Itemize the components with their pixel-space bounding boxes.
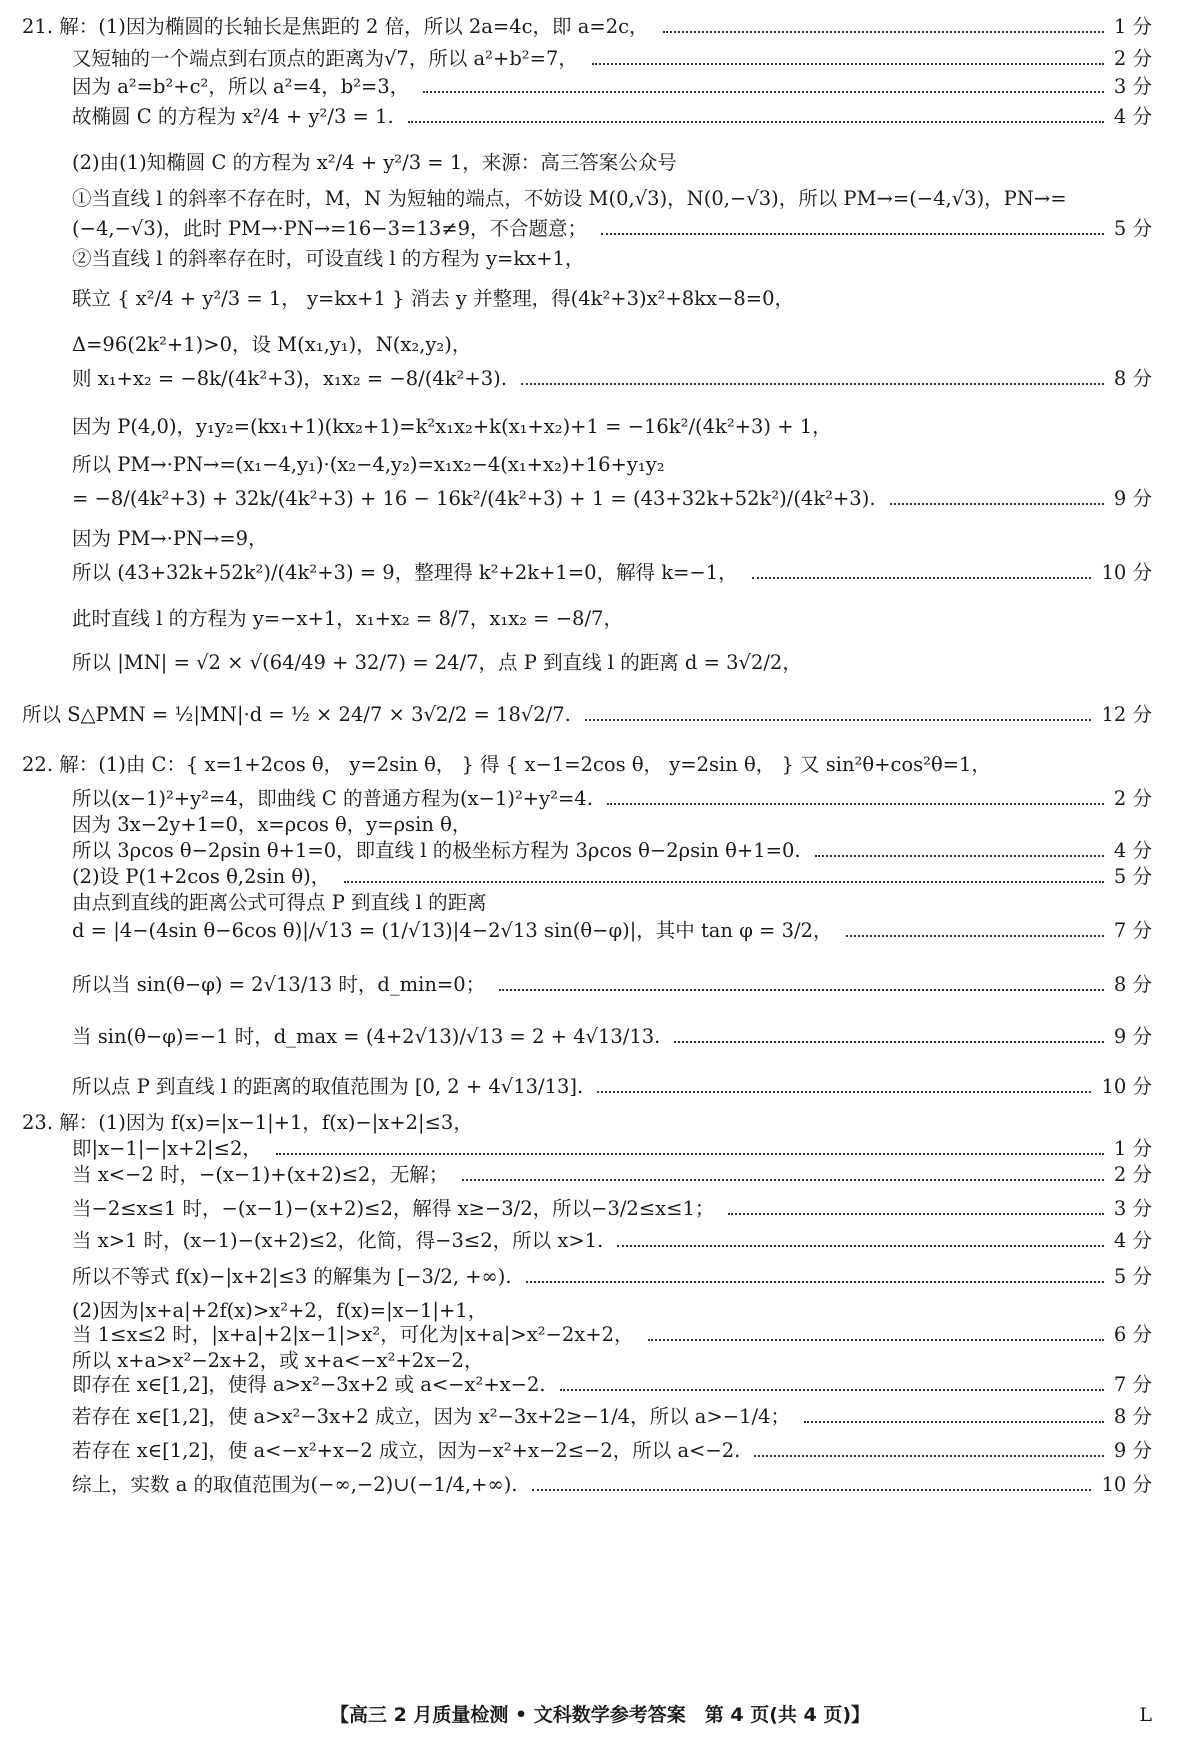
answer-line (0, 1194, 1200, 1224)
line-text: 所以 3ρcos θ−2ρsin θ+1=0，即直线 l 的极坐标方程为 3ρcos θ−2ρsin θ+1=0. (72, 839, 801, 862)
score-mark: 1 分 (1113, 1137, 1152, 1160)
line-text: d = |4−(4sin θ−6cos θ)|/√13 = (1/√13)|4−2√13 sin(θ−φ)|，其中 tan φ = 3/2， (72, 919, 833, 942)
line-text: 当−2≤x≤1 时，−(x−1)−(x+2)≤2，解得 x≥−3/2，所以−3/2≤x≤1； (72, 1197, 715, 1220)
line-text: 22. 解：(1)由 C：{ x=1+2cos θ， y=2sin θ， } 得 { x−1=2cos θ， y=2sin θ， } 又 sin²θ+cos²θ=1， (22, 753, 991, 776)
dot-leader (846, 935, 1104, 937)
answer-line (0, 750, 1200, 780)
dot-leader (585, 719, 1091, 721)
answer-line (0, 604, 1200, 634)
line-text: (−4,−√3)，此时 PM→·PN→=16−3=13≠9，不合题意； (72, 217, 587, 240)
dot-leader (754, 1455, 1104, 1457)
dot-leader (597, 1091, 1091, 1093)
line-text: 即|x−1|−|x+2|≤2， (72, 1137, 262, 1160)
line-text: 若存在 x∈[1,2]，使 a>x²−3x+2 成立，因为 x²−3x+2≥−1/4，所以 a>−1/4； (72, 1405, 790, 1428)
line-text: ①当直线 l 的斜率不存在时，M，N 为短轴的端点，不妨设 M(0,√3)，N(0,−√3)，所以 PM→=(−4,√3)，PN→= (72, 187, 1067, 210)
line-text: 所以点 P 到直线 l 的距离的取值范围为 [0, 2 + 4√13/13]. (72, 1075, 584, 1098)
answer-line (0, 1402, 1200, 1432)
line-text: 因为 3x−2y+1=0，x=ρcos θ，y=ρsin θ， (72, 813, 472, 836)
dot-leader (607, 803, 1104, 805)
score-mark: 7 分 (1113, 1373, 1152, 1396)
line-text: 所以 x+a>x²−2x+2，或 x+a<−x²+2x−2， (72, 1349, 484, 1372)
score-mark: 2 分 (1113, 787, 1152, 810)
dot-leader (728, 1213, 1104, 1215)
answer-line (0, 1262, 1200, 1292)
answer-line (0, 330, 1200, 360)
answer-line (0, 214, 1200, 244)
line-text: 所以不等式 f(x)−|x+2|≤3 的解集为 [−3/2, +∞). (72, 1265, 512, 1288)
answer-line (0, 12, 1200, 42)
line-text: ②当直线 l 的斜率存在时，可设直线 l 的方程为 y=kx+1， (72, 247, 585, 270)
line-text: 23. 解：(1)因为 f(x)=|x−1|+1，f(x)−|x+2|≤3， (22, 1111, 473, 1134)
line-text: Δ=96(2k²+1)>0，设 M(x₁,y₁)，N(x₂,y₂)， (72, 333, 472, 356)
line-text: 联立 { x²/4 + y²/3 = 1， y=kx+1 } 消去 y 并整理，得(4k²+3)x²+8kx−8=0， (72, 287, 794, 310)
answer-line (0, 72, 1200, 102)
answer-line (0, 700, 1200, 730)
score-mark: 7 分 (1113, 919, 1152, 942)
line-text: 当 x<−2 时，−(x−1)+(x+2)≤2，无解； (72, 1163, 449, 1186)
answer-line (0, 44, 1200, 74)
answer-line (0, 284, 1200, 314)
line-text: 综上，实数 a 的取值范围为(−∞,−2)∪(−1/4,+∞). (72, 1473, 518, 1496)
answer-line (0, 450, 1200, 480)
answer-line (0, 102, 1200, 132)
line-text: 当 sin(θ−φ)=−1 时，d_max = (4+2√13)/√13 = 2 + 4√13/13. (72, 1025, 661, 1048)
score-mark: 4 分 (1113, 839, 1152, 862)
score-mark: 6 分 (1113, 1323, 1152, 1346)
score-mark: 12 分 (1101, 703, 1152, 726)
dot-leader (648, 1339, 1104, 1341)
answer-line (0, 524, 1200, 554)
line-text: 又短轴的一个端点到右顶点的距离为√7，所以 a²+b²=7， (72, 47, 578, 70)
dot-leader (815, 855, 1104, 857)
line-text: 因为 P(4,0)，y₁y₂=(kx₁+1)(kx₂+1)=k²x₁x₂+k(x₁+x₂)+1 = −16k²/(4k²+3) + 1， (72, 415, 832, 438)
score-mark: 5 分 (1113, 1265, 1152, 1288)
line-text: 当 x>1 时，(x−1)−(x+2)≤2，化简，得−3≤2，所以 x>1. (72, 1229, 604, 1252)
line-text: 因为 a²=b²+c²，所以 a²=4，b²=3， (72, 75, 410, 98)
dot-leader (592, 63, 1104, 65)
answer-line (0, 648, 1200, 678)
dot-leader (276, 1153, 1104, 1155)
answer-line (0, 1436, 1200, 1466)
score-mark: 2 分 (1113, 1163, 1152, 1186)
dot-leader (617, 1245, 1104, 1247)
dot-leader (804, 1421, 1104, 1423)
dot-leader (560, 1389, 1104, 1391)
score-mark: 9 分 (1113, 1439, 1152, 1462)
answer-line (0, 148, 1200, 178)
score-mark: 10 分 (1101, 1075, 1152, 1098)
answer-line (0, 1160, 1200, 1190)
dot-leader (663, 31, 1104, 33)
answer-line (0, 916, 1200, 946)
score-mark: 2 分 (1113, 47, 1152, 70)
line-text: 因为 PM→·PN→=9， (72, 527, 268, 550)
line-text: 所以(x−1)²+y²=4，即曲线 C 的普通方程为(x−1)²+y²=4. (72, 787, 593, 810)
line-text: 所以 S△PMN = ½|MN|·d = ½ × 24/7 × 3√2/2 = 18√2/7. (22, 703, 571, 726)
score-mark: 9 分 (1113, 487, 1152, 510)
answer-line (0, 244, 1200, 274)
dot-leader (462, 1179, 1104, 1181)
score-mark: 8 分 (1113, 973, 1152, 996)
answer-line (0, 888, 1200, 918)
line-text: 故椭圆 C 的方程为 x²/4 + y²/3 = 1. (72, 105, 394, 128)
dot-leader (674, 1041, 1104, 1043)
answer-line (0, 412, 1200, 442)
corner-mark: L (1139, 1704, 1152, 1726)
dot-leader (344, 881, 1104, 883)
line-text: (2)由(1)知椭圆 C 的方程为 x²/4 + y²/3 = 1，来源：高三答案公众号 (72, 151, 677, 174)
line-text: 若存在 x∈[1,2]，使 a<−x²+x−2 成立，因为−x²+x−2≤−2，所以 a<−2. (72, 1439, 741, 1462)
score-mark: 1 分 (1113, 15, 1152, 38)
score-mark: 4 分 (1113, 105, 1152, 128)
answer-line (0, 484, 1200, 514)
page-footer: 【高三 2 月质量检测 • 文科数学参考答案 第 4 页(共 4 页)】 (329, 1704, 871, 1726)
dot-leader (601, 233, 1104, 235)
dot-leader (423, 91, 1104, 93)
line-text: 所以 |MN| = √2 × √(64/49 + 32/7) = 24/7，点 P 到直线 l 的距离 d = 3√2/2， (72, 651, 802, 674)
dot-leader (499, 989, 1104, 991)
line-text: 所以 (43+32k+52k²)/(4k²+3) = 9，整理得 k²+2k+1=0，解得 k=−1， (72, 561, 738, 584)
line-text: (2)因为|x+a|+2f(x)>x²+2，f(x)=|x−1|+1， (72, 1299, 488, 1322)
dot-leader (521, 383, 1104, 385)
line-text: 由点到直线的距离公式可得点 P 到直线 l 的距离 (72, 891, 487, 914)
line-text: 即存在 x∈[1,2]，使得 a>x²−3x+2 或 a<−x²+x−2. (72, 1373, 546, 1396)
dot-leader (526, 1281, 1104, 1283)
line-text: 21. 解：(1)因为椭圆的长轴长是焦距的 2 倍，所以 2a=4c，即 a=2c， (22, 15, 649, 38)
answer-line (0, 1470, 1200, 1500)
score-mark: 9 分 (1113, 1025, 1152, 1048)
score-mark: 10 分 (1101, 1473, 1152, 1496)
answer-line (0, 558, 1200, 588)
dot-leader (532, 1489, 1091, 1491)
answer-line (0, 364, 1200, 394)
line-text: (2)设 P(1+2cos θ,2sin θ)， (72, 865, 331, 888)
score-mark: 3 分 (1113, 1197, 1152, 1220)
score-mark: 5 分 (1113, 865, 1152, 888)
line-text: 当 1≤x≤2 时，|x+a|+2|x−1|>x²，可化为|x+a|>x²−2x+2， (72, 1323, 634, 1346)
answer-line (0, 970, 1200, 1000)
line-text: 则 x₁+x₂ = −8k/(4k²+3)，x₁x₂ = −8/(4k²+3). (72, 367, 507, 390)
answer-line (0, 1022, 1200, 1052)
dot-leader (752, 577, 1091, 579)
line-text: = −8/(4k²+3) + 32k/(4k²+3) + 16 − 16k²/(4k²+3) + 1 = (43+32k+52k²)/(4k²+3). (72, 487, 876, 510)
dot-leader (408, 121, 1104, 123)
line-text: 此时直线 l 的方程为 y=−x+1，x₁+x₂ = 8/7，x₁x₂ = −8/7， (72, 607, 623, 630)
answer-line (0, 1226, 1200, 1256)
dot-leader (890, 503, 1104, 505)
answer-line (0, 1370, 1200, 1400)
answer-line (0, 184, 1200, 214)
score-mark: 3 分 (1113, 75, 1152, 98)
score-mark: 4 分 (1113, 1229, 1152, 1252)
line-text: 所以当 sin(θ−φ) = 2√13/13 时，d_min=0； (72, 973, 486, 996)
line-text: 所以 PM→·PN→=(x₁−4,y₁)·(x₂−4,y₂)=x₁x₂−4(x₁+x₂)+16+y₁y₂ (72, 453, 665, 476)
score-mark: 10 分 (1101, 561, 1152, 584)
score-mark: 8 分 (1113, 367, 1152, 390)
score-mark: 8 分 (1113, 1405, 1152, 1428)
answer-line (0, 1072, 1200, 1102)
score-mark: 5 分 (1113, 217, 1152, 240)
